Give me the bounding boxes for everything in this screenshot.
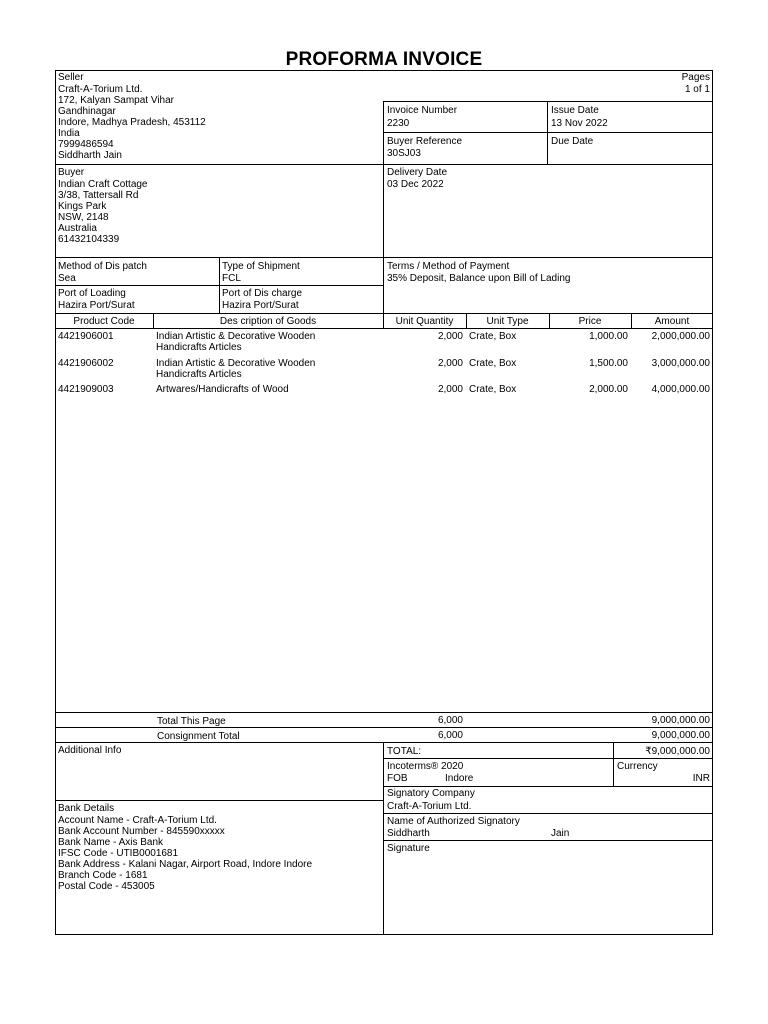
grand-total-value: ₹9,000,000.00 [645,746,710,757]
bank-detail-line: Bank Name - Axis Bank [58,837,164,848]
table-row-amount: 3,000,000.00 [651,358,710,369]
buyer-line: NSW, 2148 [58,212,109,223]
table-row-price: 2,000.00 [589,384,628,395]
bank-detail-line: IFSC Code - UTIB0001681 [58,848,179,859]
due-date-label: Due Date [551,136,594,147]
page-total-quantity: 6,000 [437,715,463,726]
divider [55,285,383,286]
buyer-line: 3/38, Tattersall Rd [58,190,139,201]
seller-line: Gandhinagar [58,106,116,117]
table-row-product-code: 4421906002 [58,358,114,369]
divider [55,742,713,743]
bank-detail-line: Postal Code - 453005 [58,881,155,892]
seller-line: 172, Kalyan Sampat Vihar [58,95,175,106]
buyer-line: 61432104339 [58,234,120,245]
shipment-type-value: FCL [222,273,241,284]
payment-terms-label: Terms / Method of Payment [387,261,510,272]
bank-detail-line: Account Name - Craft-A-Torium Ltd. [58,815,217,826]
incoterms-place: Indore [445,773,474,784]
buyer-address [58,179,148,245]
column-header-unit-type: Unit Type [486,316,529,327]
buyer-label: Buyer [58,167,85,178]
seller-label: Seller [58,72,84,83]
column-header-product-code: Product Code [73,316,135,327]
document-title: PROFORMA INVOICE [285,49,483,70]
incoterms-term: FOB [387,773,408,784]
authorized-signatory-first-name: Siddharth [387,828,430,839]
table-row-quantity: 2,000 [437,358,463,369]
table-row-description: Handicrafts Articles [156,342,242,353]
divider [55,257,713,258]
table-row-description: Indian Artistic & Decorative Wooden [156,358,316,369]
buyer-line: Indian Craft Cottage [58,179,148,190]
table-row-description: Handicrafts Articles [156,369,242,380]
divider [55,328,713,329]
signatory-company-value: Craft-A-Torium Ltd. [387,801,472,812]
seller-line: Siddharth Jain [58,150,122,161]
divider [383,742,384,935]
grand-total-label: TOTAL: [387,746,422,757]
buyer-reference-label: Buyer Reference [387,136,463,147]
page-total-label: Total This Page [157,716,226,727]
consignment-total-quantity: 6,000 [437,730,463,741]
divider [55,800,383,801]
table-row-description: Indian Artistic & Decorative Wooden [156,331,316,342]
column-header-price: Price [578,316,602,327]
signatory-company-label: Signatory Company [387,788,475,799]
table-row-amount: 4,000,000.00 [651,384,710,395]
bank-detail-line: Bank Account Number - 845590xxxxx [58,826,225,837]
column-header-unit-quantity: Unit Quantity [395,316,454,327]
table-row-quantity: 2,000 [437,384,463,395]
port-of-loading-label: Port of Loading [58,288,126,299]
table-row-description: Artwares/Handicrafts of Wood [156,384,289,395]
issue-date-value: 13 Nov 2022 [551,118,608,129]
port-of-loading-value: Hazira Port/Surat [58,300,135,311]
bank-details-label: Bank Details [58,803,115,814]
dispatch-method-value: Sea [58,273,76,284]
pages-label: Pages [681,72,710,83]
port-of-discharge-label: Port of Dis charge [222,288,303,299]
payment-terms-value: 35% Deposit, Balance upon Bill of Lading [387,273,571,284]
buyer-line: Australia [58,223,97,234]
seller-line: India [58,128,80,139]
port-of-discharge-value: Hazira Port/Surat [222,300,299,311]
divider [383,758,713,759]
column-header-description: Des cription of Goods [219,316,317,327]
consignment-total-amount: 9,000,000.00 [651,730,710,741]
column-header-amount: Amount [654,316,690,327]
pages-value: 1 of 1 [684,84,710,95]
buyer-reference-value: 30SJ03 [387,148,421,159]
invoice-number-label: Invoice Number [387,105,458,116]
consignment-total-label: Consignment Total [157,731,240,742]
authorized-signatory-label: Name of Authorized Signatory [387,816,520,827]
bank-detail-line: Bank Address - Kalani Nagar, Airport Road, Indore Indore [58,859,313,870]
dispatch-method-label: Method of Dis patch [58,261,147,272]
issue-date-label: Issue Date [551,105,599,116]
delivery-date-label: Delivery Date [387,167,448,178]
table-row-unit-type: Crate, Box [469,331,517,342]
shipment-type-label: Type of Shipment [222,261,300,272]
divider [383,132,713,133]
table-row-product-code: 4421909003 [58,384,114,395]
divider [55,727,713,728]
table-row-quantity: 2,000 [437,331,463,342]
table-row-unit-type: Crate, Box [469,358,517,369]
divider [383,813,713,814]
seller-line: Craft-A-Torium Ltd. [58,84,143,95]
divider [55,164,713,165]
divider [383,786,713,787]
divider [383,101,713,102]
buyer-line: Kings Park [58,201,107,212]
seller-line: 7999486594 [58,139,114,150]
table-row-price: 1,000.00 [589,331,628,342]
table-row-product-code: 4421906001 [58,331,114,342]
bank-details [58,815,312,892]
currency-value: INR [692,773,710,784]
currency-label: Currency [617,761,658,772]
seller-address [58,84,206,161]
divider [383,840,713,841]
incoterms-label: Incoterms® 2020 [387,761,464,772]
authorized-signatory-last-name: Jain [551,828,570,839]
page-total-amount: 9,000,000.00 [651,715,710,726]
invoice-number-value: 2230 [387,118,410,129]
table-row-amount: 2,000,000.00 [651,331,710,342]
invoice-frame [55,70,713,935]
delivery-date-value: 03 Dec 2022 [387,179,444,190]
seller-line: Indore, Madhya Pradesh, 453112 [58,117,206,128]
additional-info-label: Additional Info [58,745,122,756]
bank-detail-line: Branch Code - 1681 [58,870,148,881]
signature-label: Signature [387,843,430,854]
table-row-price: 1,500.00 [589,358,628,369]
divider [613,742,614,786]
table-row-unit-type: Crate, Box [469,384,517,395]
divider [55,712,713,713]
